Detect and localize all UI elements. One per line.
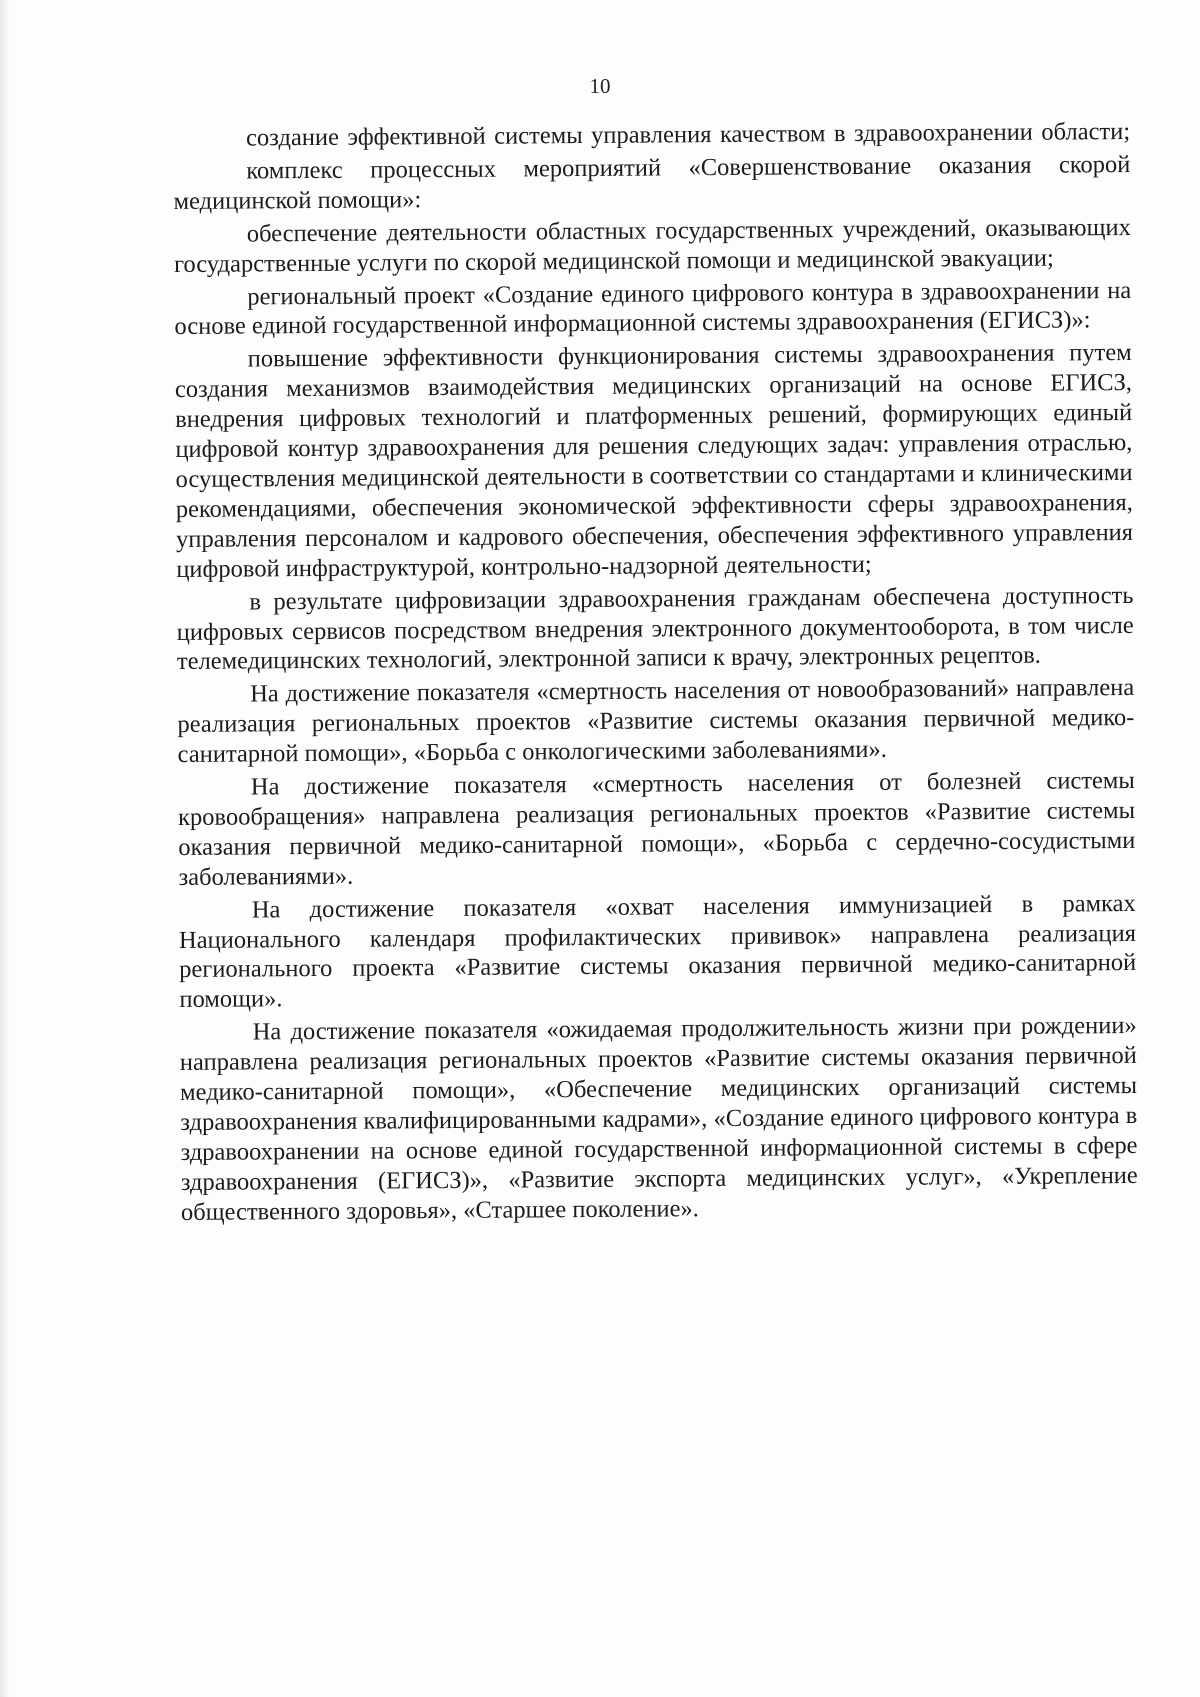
paragraph-ambulance-institutions: обеспечение деятельности областных государственных учреждений, оказывающих государственные услуги по скорой медицинской помощи и медицинской эвакуации;: [173, 213, 1131, 278]
paragraph-ambulance-complex: комплекс процессных мероприятий «Совершенствование оказания скорой медицинской помощи»:: [173, 150, 1131, 215]
scan-shadow-edge: [0, 0, 10, 1697]
document-body: [173, 117, 1138, 1228]
paragraph-life-expectancy: На достижение показателя «ожидаемая продолжительность жизни при рождении» направлена реализация региональных проектов «Развитие системы оказания первичной медико-санитарной помощи», «Обеспечение медицинских организаций системы здравоохранения квалифицированными кадрами», «Создание единого цифрового контура в здравоохранении на основе единой государственной информационной системы в сфере здравоохранения (ЕГИСЗ)», «Развитие экспорта медицинских услуг», «Укрепление общественного здоровья», «Старшее поколение».: [179, 1012, 1138, 1226]
paragraph-neoplasm-mortality: На достижение показателя «смертность населения от новообразований» направлена реализация региональных проектов «Развитие системы оказания первичной медико-санитарной помощи», «Борьба с онкологическими заболеваниями».: [177, 674, 1135, 769]
paragraph-digital-circuit-project: региональный проект «Создание единого цифрового контура в здравоохранении на основе единой государственной информационной системы здравоохранения (ЕГИСЗ)»:: [174, 276, 1132, 341]
paragraph-digitalization-result: в результате цифровизации здравоохранения гражданам обеспечена доступность цифровых сервисов посредством внедрения электронного документооборота, в том числе телемедицинских технологий, электронной записи к врачу, электронных рецептов.: [176, 581, 1134, 676]
paragraph-efficiency-improvement: повышение эффективности функционирования системы здравоохранения путем создания механизмов взаимодействия медицинских организаций на основе ЕГИСЗ, внедрения цифровых технологий и платформенных решений, формирующих единый цифровой контур здравоохранения для решения следующих задач: управления отраслью, осуществления медицинской деятельности в соответствии со стандартами и клиническими рекомендациями, обеспечения экономической эффективности сферы здравоохранения, управления персоналом и кадрового обеспечения, обеспечения эффективного управления цифровой инфраструктурой, контрольно-надзорной деятельности;: [174, 339, 1134, 583]
paragraph-quality-management: создание эффективной системы управления качеством в здравоохранении области;: [246, 117, 1131, 152]
paragraph-immunization-coverage: На достижение показателя «охват населения иммунизацией в рамках Национального календаря профилактических прививок» направлена реализация регионального проекта «Развитие системы оказания первичной медико-санитарной помощи».: [178, 889, 1137, 1014]
page-number: 10: [589, 74, 611, 98]
paragraph-circulatory-mortality: На достижение показателя «смертность населения от болезней системы кровообращения» направлена реализация региональных проектов «Развитие системы оказания первичной медико-санитарной помощи», «Борьба с сердечно-сосудистыми заболеваниями».: [177, 766, 1136, 891]
